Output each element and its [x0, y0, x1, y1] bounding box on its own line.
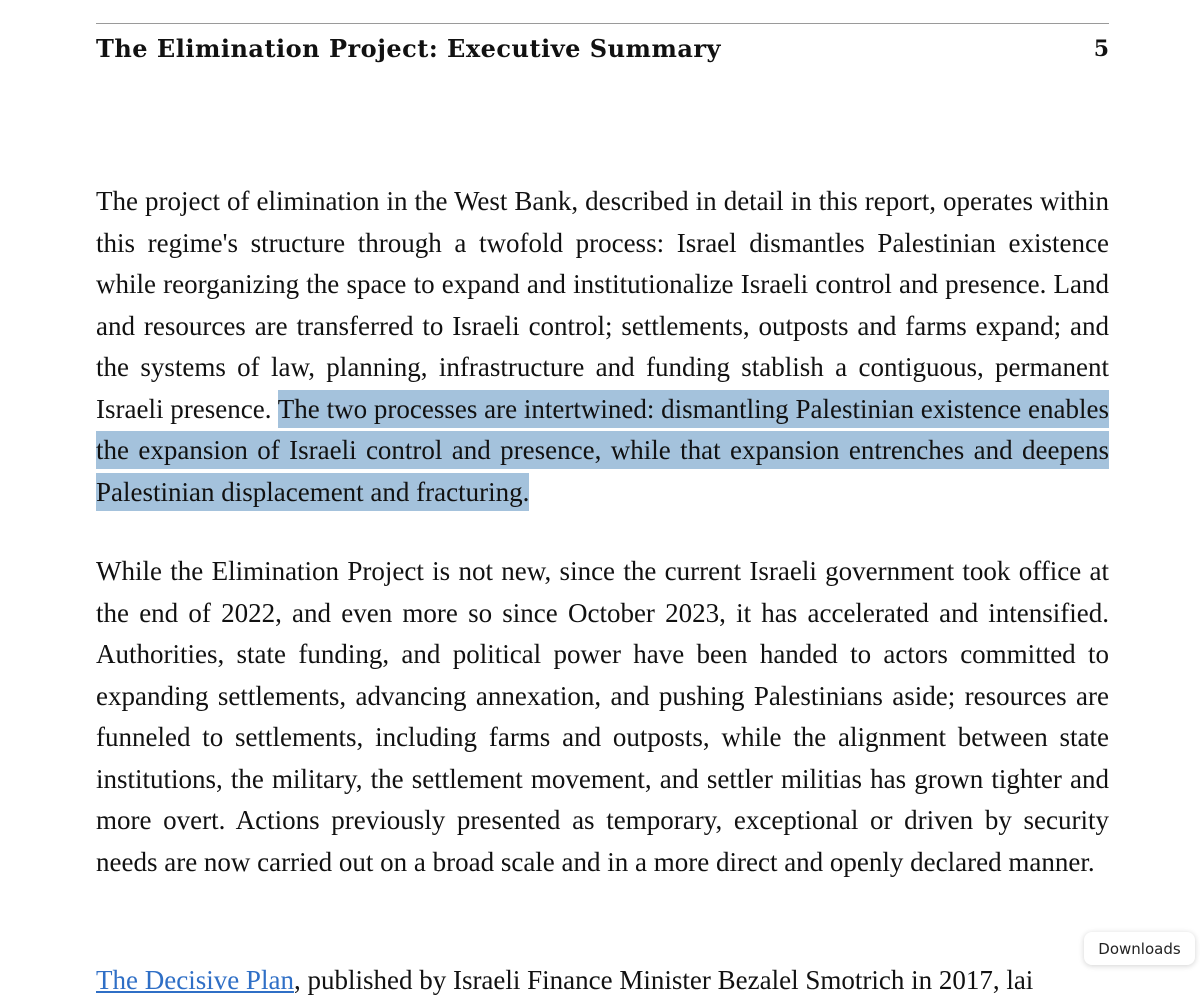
downloads-label[interactable]: Downloads — [1098, 939, 1181, 958]
paragraph-1[interactable] — [96, 181, 1109, 513]
decisive-plan-link[interactable]: The Decisive Plan — [96, 965, 294, 995]
paragraph-3-text: , published by Israeli Finance Minister Bezalel Smotrich in 2017, lai — [293, 965, 1034, 995]
paragraph-3-partial — [96, 960, 1109, 1002]
paragraph-1-text[interactable]: The project of elimination in the West Bank, described in detail in this report, operates within this regime's structure through a twofold process: Israel dismantles Palestinian existence while reorganizing the space to expand and institutionalize Israeli control and presence. Land and resources are transferred to Israeli control; settlements, outposts and farms expand; and the systems of law, planning, infrastructure and funding stablish a contiguous, permanent Israeli presence. — [96, 186, 1109, 424]
text-selection[interactable]: The two processes are intertwined: dismantling Palestinian existence enables the expansion of Israeli control and presence, while that expansion entrenches and deepens Palestinian displacement and fracturing. — [96, 390, 1109, 511]
header-title: The Elimination Project: Executive Summary — [96, 34, 721, 63]
running-header — [96, 34, 1109, 70]
header-rule — [96, 23, 1109, 24]
paragraph-2[interactable] — [96, 551, 1109, 883]
document-page — [96, 0, 1109, 995]
paragraph-2-text[interactable]: While the Elimination Project is not new, since the current Israeli government took office at the end of 2022, and even more so since October 2023, it has accelerated and intensified. Authorities, state funding, and political power have been handed to actors committed to expanding settlements, advancing annexation, and pushing Palestinians aside; resources are funneled to settlements, including farms and outposts, while the alignment between state institutions, the military, the settlement movement, and settler militias has grown tighter and more overt. Actions previously presented as temporary, exceptional or driven by security needs are now carried out on a broad scale and in a more direct and openly declared manner. — [96, 556, 1109, 877]
downloads-toast[interactable] — [1084, 932, 1195, 965]
page-number: 5 — [1093, 36, 1109, 62]
